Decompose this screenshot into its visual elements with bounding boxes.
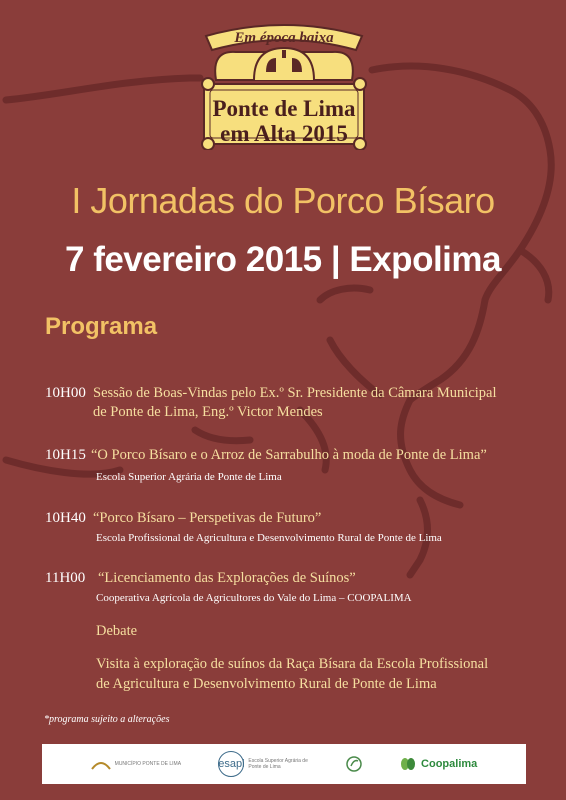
logo-epa [346,755,362,773]
footnote: *programa sujeito a alterações [44,714,170,725]
event-title: I Jornadas do Porco Bísaro [71,180,495,221]
logo-esapl-mark: esapl [218,751,244,777]
program-time: 10H15 [45,447,86,463]
logo-esapl [218,751,308,777]
sponsor-logos-bar [42,744,526,784]
badge-ribbon-text: Em época baixa [234,30,334,46]
logo-municipio-text: MUNICÍPIO PONTE DE LIMA [114,761,182,767]
event-date: 7 fevereiro 2015 | Expolima [65,240,501,279]
program-subtitle: Escola Superior Agrária de Ponte de Lima [96,471,282,483]
program-title: “Licenciamento das Explorações de Suínos” [98,570,356,586]
program-time: 10H40 [45,510,86,526]
badge-title-line2: em Alta 2015 [220,121,348,146]
program-title: Sessão de Boas-Vindas pelo Ex.º Sr. Presidente da Câmara Municipal [93,385,497,401]
logo-municipio [91,757,181,771]
visit-line1: Visita à exploração de suínos da Raça Bísara da Escola Profissional [96,656,489,672]
event-badge [196,10,372,150]
visit-line2: de Agricultura e Desenvolvimento Rural de Ponte de Lima [96,676,437,692]
program-time: 11H00 [45,570,86,586]
leaves-icon [399,756,417,772]
leaf-icon [346,755,362,773]
bridge-icon [91,757,111,771]
badge-title-line1: Ponte de Lima [212,96,356,121]
program-subtitle: Escola Profissional de Agricultura e Desenvolvimento Rural de Ponte de Lima [96,532,442,544]
program-time: 10H00 [45,385,86,401]
programa-heading: Programa [45,313,158,340]
program-title: “O Porco Bísaro e o Arroz de Sarrabulho à moda de Ponte de Lima” [91,447,487,463]
badge-title [196,96,372,146]
logo-coopalima-text: Coopalima [421,758,478,770]
logo-coopalima [399,756,477,772]
program-title: “Porco Bísaro – Perspetivas de Futuro” [93,510,322,526]
debate-label: Debate [96,623,138,639]
program-subtitle: Cooperativa Agrícola de Agricultores do Vale do Lima – COOPALIMA [96,592,412,604]
program-title-line2: de Ponte de Lima, Eng.º Victor Mendes [93,404,323,420]
logo-esapl-text: Escola Superior Agrária de Ponte de Lima [248,758,308,770]
